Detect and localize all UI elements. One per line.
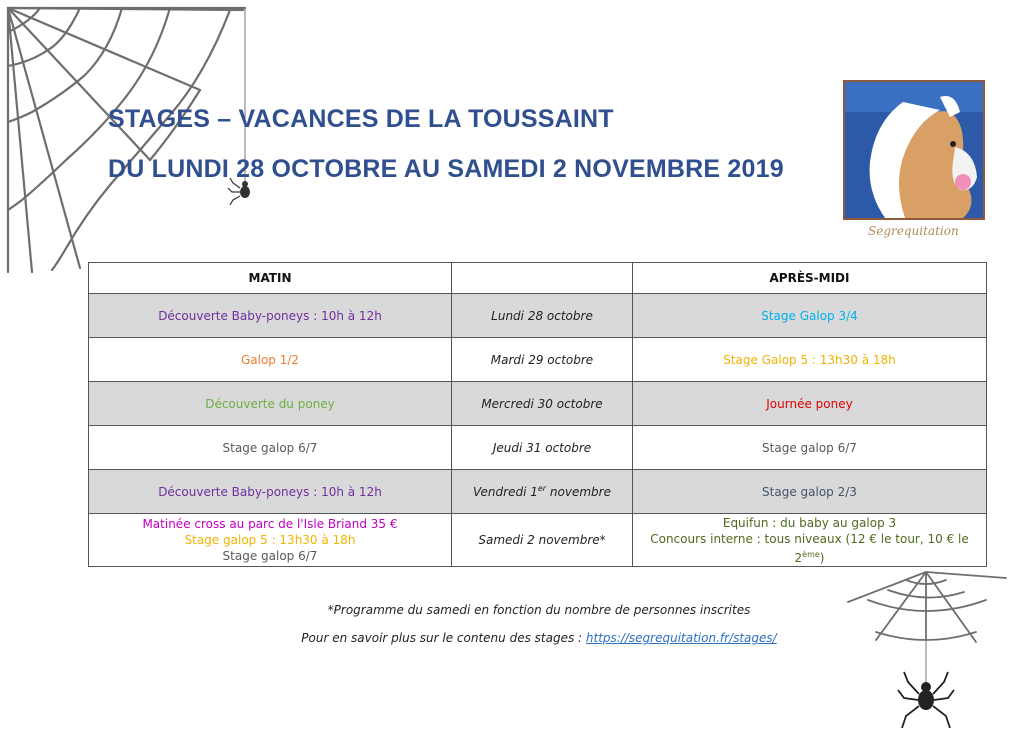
morning-cell (89, 294, 452, 338)
stages-link[interactable]: https://segrequitation.fr/stages/ (585, 631, 777, 645)
pony-icon (845, 82, 983, 218)
logo (843, 80, 985, 220)
afternoon-cell (633, 338, 987, 382)
day-cell: Mercredi 30 octobre (452, 382, 633, 426)
column-header-morning: MATIN (89, 263, 452, 294)
info-line (0, 631, 1024, 645)
day-text-tail: novembre (546, 485, 611, 499)
info-prefix: Pour en savoir plus sur le contenu des stages : (301, 631, 586, 645)
afternoon-cell (633, 294, 987, 338)
day-cell: Mardi 29 octobre (452, 338, 633, 382)
activity-text: Découverte Baby-poneys : 10h à 12h (158, 308, 382, 323)
activity-superscript: ème (802, 549, 820, 559)
activity-text-main: Concours interne : tous niveaux (12 € le tour, 10 € le 2 (650, 531, 969, 565)
activity-text: Stage galop 2/3 (762, 484, 857, 499)
day-cell (452, 470, 633, 514)
table-row (89, 426, 987, 470)
morning-cell (89, 338, 452, 382)
activity-text: Stage galop 6/7 (222, 549, 318, 563)
morning-cell (89, 470, 452, 514)
footnote: *Programme du samedi en fonction du nombre de personnes inscrites (327, 603, 751, 617)
activity-text: Stage galop 6/7 (222, 440, 318, 455)
activity-text: Matinée cross au parc de l'Isle Briand 35 € (142, 517, 398, 531)
activity-text: Journée poney (766, 396, 853, 411)
afternoon-cell (633, 470, 987, 514)
column-header-day (452, 263, 633, 294)
spider-web-icon (0, 0, 250, 275)
activity-text: Stage galop 6/7 (762, 440, 857, 455)
activity-text-tail: ) (819, 550, 825, 565)
activity-text: Découverte Baby-poneys : 10h à 12h (158, 484, 382, 499)
afternoon-cell (633, 514, 987, 567)
page-title: STAGES – VACANCES DE LA TOUSSAINT (108, 105, 614, 133)
activity-text: Galop 1/2 (240, 352, 300, 367)
day-text: Vendredi 1 (473, 485, 538, 499)
column-header-afternoon: APRÈS-MIDI (633, 263, 987, 294)
morning-cell (89, 426, 452, 470)
day-cell: Lundi 28 octobre (452, 294, 633, 338)
table-header-row (89, 263, 987, 294)
activity-text (637, 531, 982, 566)
day-superscript: er (537, 484, 547, 493)
activity-text: Stage galop 5 : 13h30 à 18h (184, 533, 356, 547)
table-row (89, 294, 987, 338)
table-row (89, 338, 987, 382)
schedule-table (88, 262, 987, 567)
logo-caption: Segrequitation (868, 224, 959, 238)
morning-cell (89, 514, 452, 567)
activity-text: Stage Galop 5 : 13h30 à 18h (723, 352, 896, 367)
table-row (89, 382, 987, 426)
activity-text: Equifun : du baby au galop 3 (722, 515, 897, 530)
table-row (89, 470, 987, 514)
page-subtitle: DU LUNDI 28 OCTOBRE AU SAMEDI 2 NOVEMBRE 2019 (108, 155, 784, 183)
afternoon-cell (633, 382, 987, 426)
table-row (89, 514, 987, 567)
day-cell: Samedi 2 novembre* (452, 514, 633, 567)
activity-text: Découverte du poney (205, 396, 335, 411)
spider-web-icon (846, 570, 1016, 740)
day-cell: Jeudi 31 octobre (452, 426, 633, 470)
activity-text: Stage Galop 3/4 (761, 308, 858, 323)
morning-cell (89, 382, 452, 426)
afternoon-cell (633, 426, 987, 470)
